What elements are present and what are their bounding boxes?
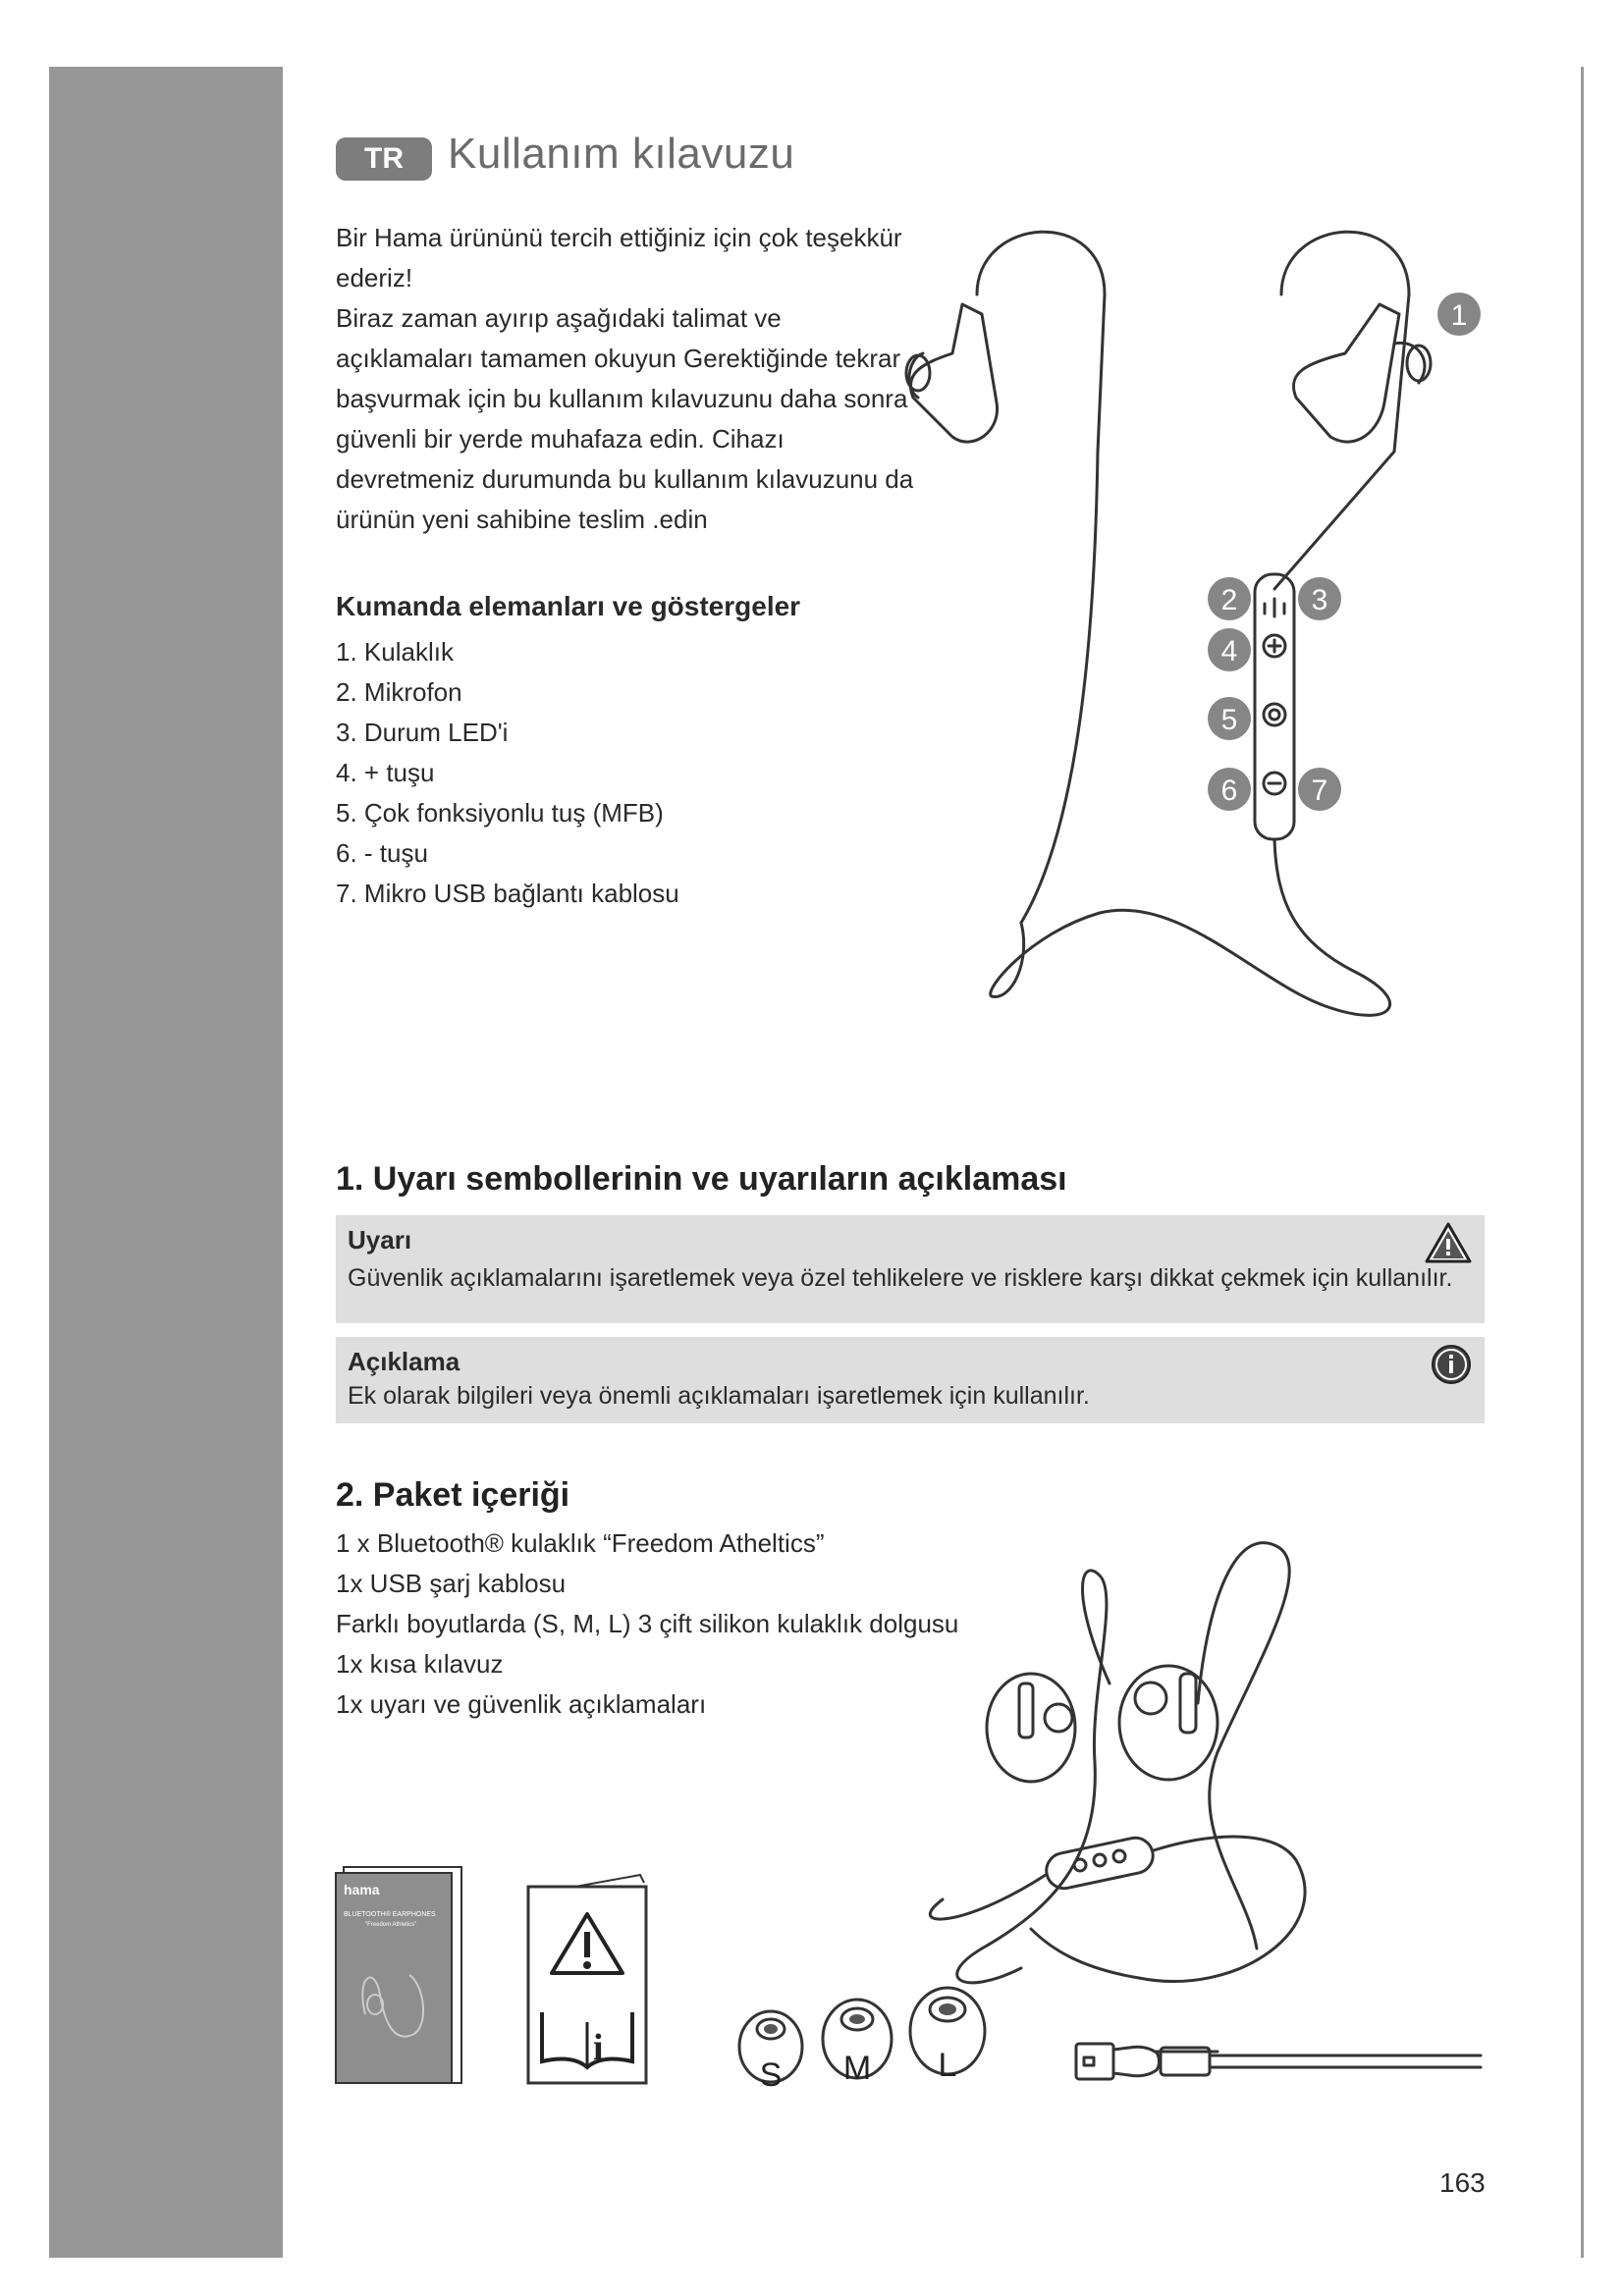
intro-paragraph: Bir Hama ürününü tercih ettiğiniz için çok teşekkür ederiz!	[336, 223, 902, 293]
list-item: 1 x Bluetooth® kulaklık “Freedom Atheltics”	[336, 1528, 825, 1558]
list-item: Farklı boyutlarda (S, M, L) 3 çift silikon kulaklık dolgusu	[336, 1609, 959, 1638]
intro-text	[336, 218, 964, 540]
intro-paragraph: Biraz zaman ayırıp aşağıdaki talimat ve açıklamaları tamamen okuyun Gerektiğinde tekrar başvurmak için bu kullanım kılavuzunu daha sonra güvenli bir yerde muhafaza edin. Cihazı devretmeniz durumunda bu kullanım kılavuzunu da ürünün yeni sahibine teslim .edin	[336, 303, 914, 534]
note-text: Ek olarak bilgileri veya önemli açıklamaları işaretlemek için kullanılır.	[348, 1382, 1090, 1410]
svg-text:7: 7	[1311, 774, 1328, 807]
controls-list	[336, 632, 679, 914]
safety-leaflet	[524, 1875, 652, 2086]
callout-2	[1208, 577, 1251, 620]
callout-3	[1298, 577, 1341, 620]
svg-text:2: 2	[1220, 584, 1238, 616]
warning-text: Güvenlik açıklamalarını işaretlemek veya özel tehlikelere ve risklere karşı dikkat çekmek için kullanılır.	[348, 1264, 1453, 1292]
size-label-l: L	[938, 2047, 957, 2084]
callout-4	[1208, 628, 1251, 671]
list-item: 4. + tuşu	[336, 758, 435, 787]
callout-1	[1437, 293, 1481, 336]
callout-6	[1208, 768, 1251, 811]
size-label-s: S	[759, 2056, 783, 2094]
list-item: 1x USB şarj kablosu	[336, 1569, 567, 1598]
ear-tip-large	[910, 1988, 985, 2084]
svg-text:5: 5	[1220, 704, 1238, 736]
page-number: 163	[1439, 2167, 1486, 2198]
ear-tip-small	[739, 2011, 802, 2094]
language-badge: TR	[336, 137, 432, 181]
warning-box	[336, 1215, 1485, 1323]
list-item: 1x kısa kılavuz	[336, 1649, 504, 1679]
size-label-m: M	[842, 2050, 872, 2087]
earphones-diagram	[884, 216, 1512, 1021]
ear-tips-sizes	[731, 1949, 997, 2096]
svg-text:6: 6	[1220, 774, 1238, 807]
left-sidebar-bar	[49, 67, 283, 2258]
svg-text:1: 1	[1450, 299, 1468, 332]
list-item: 1x uyarı ve güvenlik açıklamaları	[336, 1689, 707, 1719]
page-title: Kullanım kılavuzu	[448, 130, 795, 178]
warning-title: Uyarı	[348, 1225, 412, 1255]
svg-text:4: 4	[1220, 635, 1238, 667]
list-item: 7. Mikro USB bağlantı kablosu	[336, 879, 679, 908]
section-2-heading: 2. Paket içeriği	[336, 1476, 570, 1514]
callout-7	[1298, 768, 1341, 811]
ear-tip-medium	[823, 2000, 892, 2087]
quick-guide-booklet	[336, 1867, 463, 2085]
controls-heading: Kumanda elemanları ve göstergeler	[336, 591, 801, 621]
list-item: 6. - tuşu	[336, 838, 428, 868]
info-icon	[1430, 1343, 1473, 1386]
booklet-subtitle: BLUETOOTH® EARPHONES	[344, 1911, 436, 1918]
list-item: 5. Çok fonksiyonlu tuş (MFB)	[336, 798, 664, 828]
callout-5	[1208, 697, 1251, 740]
usb-cable	[1070, 2032, 1492, 2091]
note-box	[336, 1337, 1485, 1423]
right-margin-rule	[1581, 67, 1584, 2258]
headset-illustration	[923, 1536, 1492, 2115]
list-item: 2. Mikrofon	[336, 677, 462, 707]
note-title: Açıklama	[348, 1347, 460, 1376]
svg-text:3: 3	[1311, 584, 1328, 616]
svg-text:i: i	[593, 2027, 604, 2068]
section-1-heading: 1. Uyarı sembollerinin ve uyarıların açıklaması	[336, 1160, 1067, 1198]
booklet-model: "Freedom Athletics"	[365, 1922, 417, 1928]
booklet-brand: hama	[344, 1882, 380, 1897]
warning-triangle-icon	[1424, 1221, 1473, 1264]
list-item: 1. Kulaklık	[336, 637, 454, 667]
list-item: 3. Durum LED'i	[336, 718, 509, 747]
